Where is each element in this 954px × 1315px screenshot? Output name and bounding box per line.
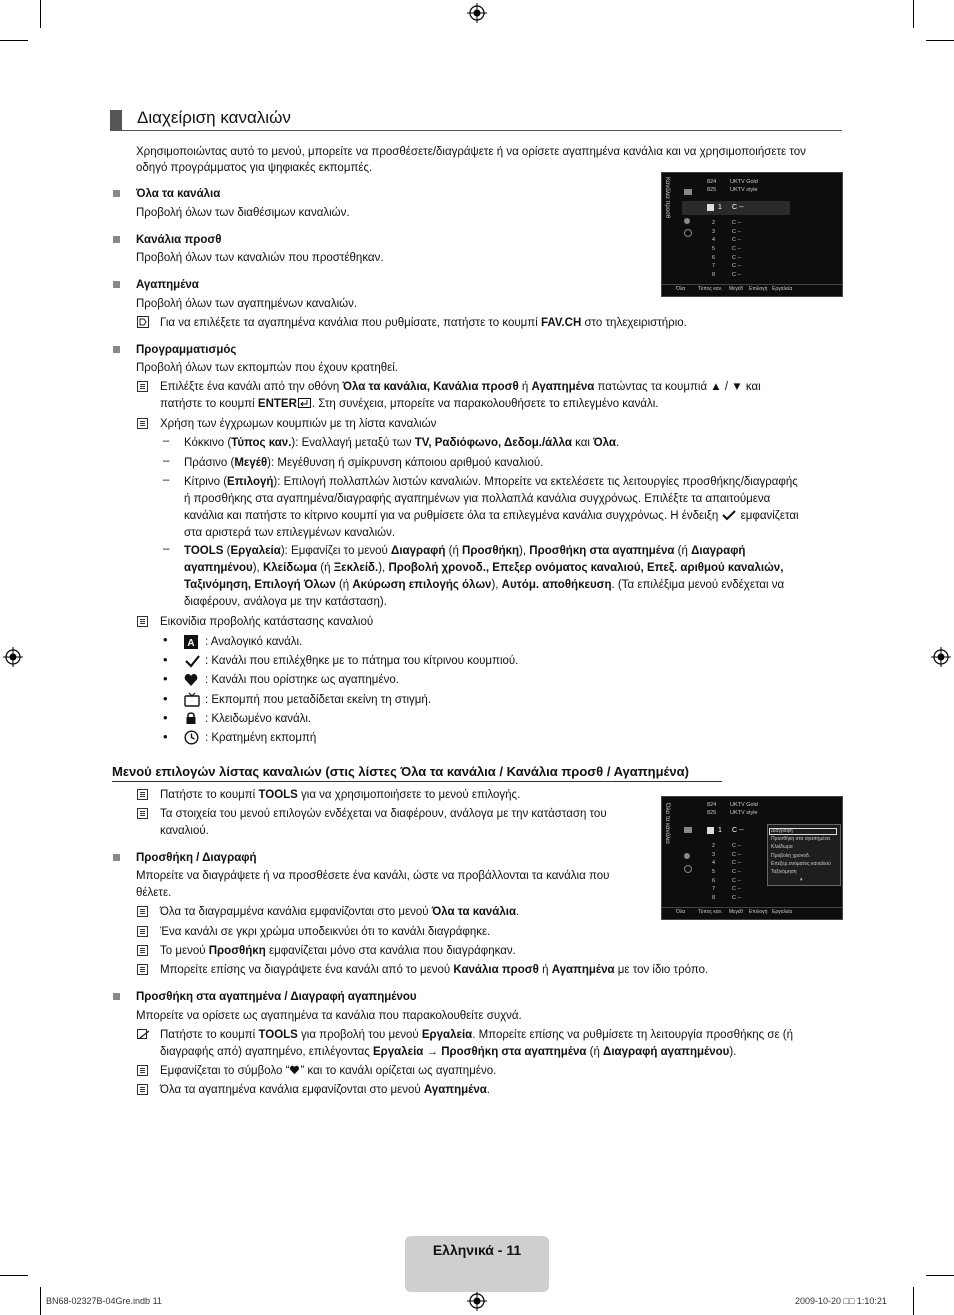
screen-row-num: 4 bbox=[712, 237, 716, 243]
bullet-square bbox=[113, 281, 120, 288]
menu-item-schedule[interactable]: Προβολή χρονοδ. bbox=[771, 853, 811, 859]
analog-icon bbox=[184, 635, 198, 649]
clock-icon bbox=[684, 865, 692, 873]
channel-tools-screenshot bbox=[661, 796, 843, 920]
item-desc: Προβολή όλων των διαθέσιμων καναλιών. bbox=[136, 207, 350, 219]
note-text: Πατήστε το κουμπί TOOLS για προβολή του μενού Εργαλεία. Μπορείτε επίσης να ρυθμίσετε τη λειτουργία προσθήκης σε (ή bbox=[160, 1029, 793, 1041]
screen-bottom-label: Εργαλεία bbox=[772, 286, 793, 292]
screen-row-name: C -- bbox=[732, 204, 744, 211]
screen-bottom-label: Επιλογή bbox=[749, 909, 768, 915]
menu-item-sort[interactable]: Ταξινόμηση bbox=[771, 869, 797, 875]
remote-note-icon bbox=[137, 316, 149, 328]
heart-icon bbox=[684, 853, 690, 859]
screen-row-num: 7 bbox=[712, 263, 716, 269]
screen-row-name: C -- bbox=[732, 246, 742, 252]
screen-row-num: 7 bbox=[712, 886, 716, 892]
note-text: Εικονίδια προβολής κατάστασης καναλιού bbox=[160, 616, 374, 628]
item-title: Προσθήκη / Διαγραφή bbox=[136, 852, 257, 864]
screen-row-num: 3 bbox=[712, 852, 716, 858]
screen-row-name: C -- bbox=[732, 860, 742, 866]
screen-row-num: 825 bbox=[707, 810, 717, 816]
screen-row-name: C -- bbox=[732, 220, 742, 226]
status-check-text: : Κανάλι που επιλέχθηκε με το πάτημα του κίτρινου κουμπιού. bbox=[205, 655, 519, 667]
check-icon bbox=[721, 509, 737, 521]
tv-icon bbox=[184, 692, 200, 707]
screen-row-num: 5 bbox=[712, 246, 716, 252]
item-desc: Προβολή όλων των αγαπημένων καναλιών. bbox=[136, 298, 358, 310]
note-icon bbox=[137, 616, 148, 627]
tv-icon bbox=[684, 827, 692, 833]
screen-bottom-label: Όλα bbox=[676, 909, 686, 915]
heart-icon bbox=[289, 1065, 300, 1075]
crop-mark bbox=[0, 40, 28, 41]
screen-row-name: C -- bbox=[732, 869, 742, 875]
crop-mark bbox=[40, 0, 41, 28]
screen-bottom-label: Επιλογή bbox=[749, 286, 768, 292]
fav-note: Για να επιλέξετε τα αγαπημένα κανάλια που ρυθμίσατε, πατήστε το κουμπί FAV.CH στο τηλεχειριστήριο. bbox=[160, 317, 687, 329]
screen-bottom-label: Τύπος καν. bbox=[698, 909, 723, 915]
red-button-desc: Κόκκινο (Τύπος καν.): Εναλλαγή μεταξύ των TV, Ραδιόφωνο, Δεδομ./άλλα και Όλα. bbox=[184, 437, 620, 449]
note-text: Τα στοιχεία του μενού επιλογών ενδέχεται να διαφέρουν, ανάλογα με την κατάσταση του bbox=[160, 808, 607, 820]
tools-popup-menu bbox=[767, 824, 841, 886]
screen-row-num: 8 bbox=[712, 272, 716, 278]
menu-item-lock[interactable]: Κλείδωμα bbox=[771, 844, 793, 850]
bullet-dot: • bbox=[163, 710, 168, 725]
screen-row-name: C -- bbox=[732, 886, 742, 892]
note-text: Το μενού Προσθήκη εμφανίζεται μόνο στα κανάλια που διαγράφηκαν. bbox=[160, 945, 516, 957]
item-desc: Μπορείτε να ορίσετε ως αγαπημένα τα κανάλια που παρακολουθείτε συχνά. bbox=[136, 1010, 522, 1022]
screen-row-name: C -- bbox=[732, 272, 742, 278]
screen-side-label: Όλα τα κανάλια bbox=[664, 803, 670, 844]
note-text: πατήστε το κουμπί ENTER . Στη συνέχεια, μπορείτε να παρακολουθήσετε το επιλεγμένο κανάλι. bbox=[160, 398, 659, 410]
note-text: καναλιού. bbox=[160, 825, 209, 837]
screen-row-num: 2 bbox=[712, 220, 716, 226]
note-text: Πατήστε το κουμπί TOOLS για να χρησιμοποιήσετε το μενού επιλογής. bbox=[160, 789, 521, 801]
lock-icon bbox=[184, 711, 198, 725]
status-analog-text: : Αναλογικό κανάλι. bbox=[205, 636, 303, 648]
note-icon bbox=[137, 808, 148, 819]
dash: – bbox=[163, 435, 170, 447]
clock-icon bbox=[184, 730, 199, 745]
bullet-dot: • bbox=[163, 632, 168, 647]
screen-bottom-label: Μεγέθ bbox=[729, 909, 743, 915]
analog-icon bbox=[707, 827, 714, 834]
screen-row-name: C -- bbox=[732, 843, 742, 849]
note-text: Όλα τα διαγραμμένα κανάλια εμφανίζονται στο μενού Όλα τα κανάλια. bbox=[160, 906, 520, 918]
bullet-square bbox=[113, 346, 120, 353]
screen-bottom-label: Όλα bbox=[676, 286, 686, 292]
chevron-down-icon: ▾ bbox=[800, 877, 803, 883]
title-marker bbox=[110, 110, 122, 130]
screen-row-name: UKTV Gold bbox=[730, 802, 758, 808]
status-tv-text: : Εκπομπή που μεταδίδεται εκείνη τη στιγμή. bbox=[205, 694, 432, 706]
screen-row-num: 8 bbox=[712, 895, 716, 901]
page-number: Ελληνικά - 11 bbox=[432, 1242, 522, 1258]
item-desc: Προβολή όλων των εκπομπών που έχουν κρατηθεί. bbox=[136, 362, 399, 374]
registration-mark-icon bbox=[467, 1291, 487, 1311]
screen-row-num: 3 bbox=[712, 229, 716, 235]
screen-row-name: UKTV style bbox=[730, 810, 758, 816]
bullet-dot: • bbox=[163, 691, 168, 706]
status-clock-text: : Κρατημένη εκπομπή bbox=[205, 732, 317, 744]
page-title: Διαχείριση καναλιών bbox=[137, 108, 291, 127]
item-desc: θέλετε. bbox=[136, 887, 172, 899]
screen-row-name: UKTV style bbox=[730, 187, 758, 193]
channel-list-screenshot bbox=[661, 172, 843, 297]
note-text: Χρήση των έγχρωμων κουμπιών με τη λίστα καναλιών bbox=[160, 418, 437, 430]
registration-mark-icon bbox=[467, 3, 487, 23]
note-icon bbox=[137, 789, 148, 800]
note-icon bbox=[137, 381, 148, 392]
status-lock-text: : Κλειδωμένο κανάλι. bbox=[205, 713, 312, 725]
screen-row-name: C -- bbox=[732, 229, 742, 235]
screen-row-num: 5 bbox=[712, 869, 716, 875]
tv-icon bbox=[684, 189, 692, 195]
note-icon bbox=[137, 906, 148, 917]
screen-row-num: 6 bbox=[712, 255, 716, 261]
crop-mark bbox=[0, 1275, 28, 1276]
bullet-dot: • bbox=[163, 652, 168, 667]
bullet-square bbox=[113, 993, 120, 1000]
bullet-dot: • bbox=[163, 671, 168, 686]
crop-mark bbox=[926, 1275, 954, 1276]
analog-icon bbox=[707, 204, 714, 211]
title-rule bbox=[110, 130, 842, 131]
screen-row-num: 825 bbox=[707, 187, 717, 193]
bullet-square bbox=[113, 190, 120, 197]
screen-row-name: C -- bbox=[732, 827, 744, 834]
item-desc: Μπορείτε να διαγράψετε ή να προσθέσετε ένα κανάλι, ώστε να προβάλλονται τα κανάλια που bbox=[136, 870, 610, 882]
screen-row-num: 4 bbox=[712, 860, 716, 866]
footer-timestamp: 2009-10-20 □□ 1:10:21 bbox=[795, 1296, 887, 1306]
note-text: Επιλέξτε ένα κανάλι από την οθόνη Όλα τα κανάλια, Κανάλια προσθ ή Αγαπημένα πατώντας τα κουμπιά ▲ / ▼ και bbox=[160, 381, 761, 393]
green-button-desc: Πράσινο (Μεγέθ): Μεγέθυνση ή σμίκρυνση κάποιου αριθμού καναλιού. bbox=[184, 457, 544, 469]
screen-side-label: Κανάλια προσθ bbox=[664, 177, 670, 219]
screen-bottom-label: Τύπος καν. bbox=[698, 286, 723, 292]
crop-mark bbox=[913, 0, 914, 28]
note-icon bbox=[137, 945, 148, 956]
menu-item-add-favorite[interactable]: Προσθήκη στα αγαπημένα bbox=[771, 836, 830, 842]
tools-note-icon bbox=[137, 1029, 150, 1041]
intro-paragraph: Χρησιμοποιώντας αυτό το μενού, μπορείτε να προσθέσετε/διαγράψετε ή να ορίσετε αγαπημένα κανάλια και να χρησιμοποιήσετε τον οδηγό προγράμματος για ψηφιακές εκπομπές. bbox=[136, 146, 806, 174]
screen-row-name: C -- bbox=[732, 852, 742, 858]
screen-row-name: C -- bbox=[732, 263, 742, 269]
note-icon bbox=[137, 926, 148, 937]
item-desc: Προβολή όλων των καναλιών που προστέθηκαν. bbox=[136, 252, 384, 264]
subheading: Μενού επιλογών λίστας καναλιών (στις λίστες Όλα τα κανάλια / Κανάλια προσθ / Αγαπημένα) bbox=[112, 764, 689, 779]
svg-text:A: A bbox=[187, 638, 195, 649]
item-title: Αγαπημένα bbox=[136, 279, 199, 291]
note-icon bbox=[137, 964, 148, 975]
dash: – bbox=[163, 455, 170, 467]
menu-item-delete[interactable]: Διαγραφή bbox=[771, 828, 793, 834]
note-text: Ένα κανάλι σε γκρι χρώμα υποδεικνύει ότι το κανάλι διαγράφηκε. bbox=[160, 926, 491, 938]
crop-mark bbox=[926, 40, 954, 41]
screen-divider bbox=[662, 907, 842, 908]
crop-mark bbox=[913, 1287, 914, 1315]
item-title: Όλα τα κανάλια bbox=[136, 188, 221, 200]
status-heart-text: : Κανάλι που ορίστηκε ως αγαπημένο. bbox=[205, 674, 399, 686]
screen-row-num: 824 bbox=[707, 802, 717, 808]
footer-file: BN68-02327B-04Gre.indb 11 bbox=[46, 1296, 162, 1306]
note-text: Όλα τα αγαπημένα κανάλια εμφανίζονται στο μενού Αγαπημένα. bbox=[160, 1084, 490, 1096]
screen-divider bbox=[662, 284, 842, 285]
item-title: Προσθήκη στα αγαπημένα / Διαγραφή αγαπημένου bbox=[136, 991, 417, 1003]
note-text: διαγραφής από) αγαπημένο, επιλέγοντας Εργαλεία → Προσθήκη στα αγαπημένα (ή Διαγραφή αγαπημένου). bbox=[160, 1046, 737, 1058]
heart-icon bbox=[684, 218, 690, 224]
screen-row-name: C -- bbox=[732, 895, 742, 901]
screen-bottom-label: Μεγέθ bbox=[729, 286, 743, 292]
enter-key-icon bbox=[298, 398, 311, 408]
dash: – bbox=[163, 543, 170, 555]
screen-row-num: 6 bbox=[712, 878, 716, 884]
note-icon bbox=[137, 418, 148, 429]
bullet-dot: • bbox=[163, 729, 168, 744]
clock-icon bbox=[684, 229, 692, 237]
screen-row-num: 1 bbox=[718, 827, 722, 834]
registration-mark-icon bbox=[3, 647, 23, 667]
note-icon bbox=[137, 1084, 148, 1095]
screen-bottom-label: Εργαλεία bbox=[772, 909, 793, 915]
tools-button-desc: TOOLS (Εργαλεία): Εμφανίζει το μενού Διαγραφή (ή Προσθήκη), Προσθήκη στα αγαπημένα (ή Διαγραφή αγαπημένου), Κλείδωμα (ή Ξεκλείδ.), Προβολή χρονοδ., Επεξερ ονόματος καναλιού, Επεξ. αριθμού καναλιών, Ταξινόμηση, Επιλογή Όλων (ή Ακύρωση επιλογής όλων), Αυτόμ. αποθήκευση. (Τα επιλέξιμα μενού ενδέχεται να διαφέρουν, ανάλογα με την κατάσταση). bbox=[184, 545, 785, 608]
subheading-rule bbox=[112, 781, 722, 782]
screen-row-num: 824 bbox=[707, 179, 717, 185]
screen-row-name: C -- bbox=[732, 237, 742, 243]
menu-item-edit-name[interactable]: Επεξερ.ονόματος καναλιού bbox=[771, 861, 831, 867]
screen-row-name: C -- bbox=[732, 255, 742, 261]
screen-row-name: UKTV Gold bbox=[730, 179, 758, 185]
check-icon bbox=[184, 654, 201, 668]
screen-row-num: 1 bbox=[718, 204, 722, 211]
screen-row-num: 2 bbox=[712, 843, 716, 849]
note-icon bbox=[137, 1065, 148, 1076]
item-title: Προγραμματισμός bbox=[136, 344, 237, 356]
registration-mark-icon bbox=[931, 647, 951, 667]
yellow-button-desc: Κίτρινο (Επιλογή): Επιλογή πολλαπλών λιστών καναλιών. Μπορείτε να εκτελέσετε τις λειτουργίες προσθήκης/διαγραφής ή προσθήκης στα αγαπημένα/διαγραφής αγαπημένων για πολλαπλά κανάλια συγχρόνως. Επιλέξτε τα απαιτούμενα κανάλια και πατήστε το κίτρινο κουμπί για να ρυθμίσετε όλα τα επιλεγμένα κανάλια συγχρόνως. Η ένδειξη εμφανίζεται στα αριστερά των επιλεγμένων καναλιών. bbox=[184, 476, 799, 539]
bullet-square bbox=[113, 854, 120, 861]
bullet-square bbox=[113, 236, 120, 243]
heart-icon bbox=[184, 673, 198, 687]
screen-row-name: C -- bbox=[732, 878, 742, 884]
note-text: Μπορείτε επίσης να διαγράψετε ένα κανάλι από το μενού Κανάλια προσθ ή Αγαπημένα με τον ίδιο τρόπο. bbox=[160, 964, 709, 976]
dash: – bbox=[163, 474, 170, 486]
item-title: Κανάλια προσθ bbox=[136, 234, 222, 246]
note-text: Εμφανίζεται το σύμβολο “ ” και το κανάλι ορίζεται ως αγαπημένο. bbox=[160, 1065, 497, 1077]
crop-mark bbox=[40, 1287, 41, 1315]
